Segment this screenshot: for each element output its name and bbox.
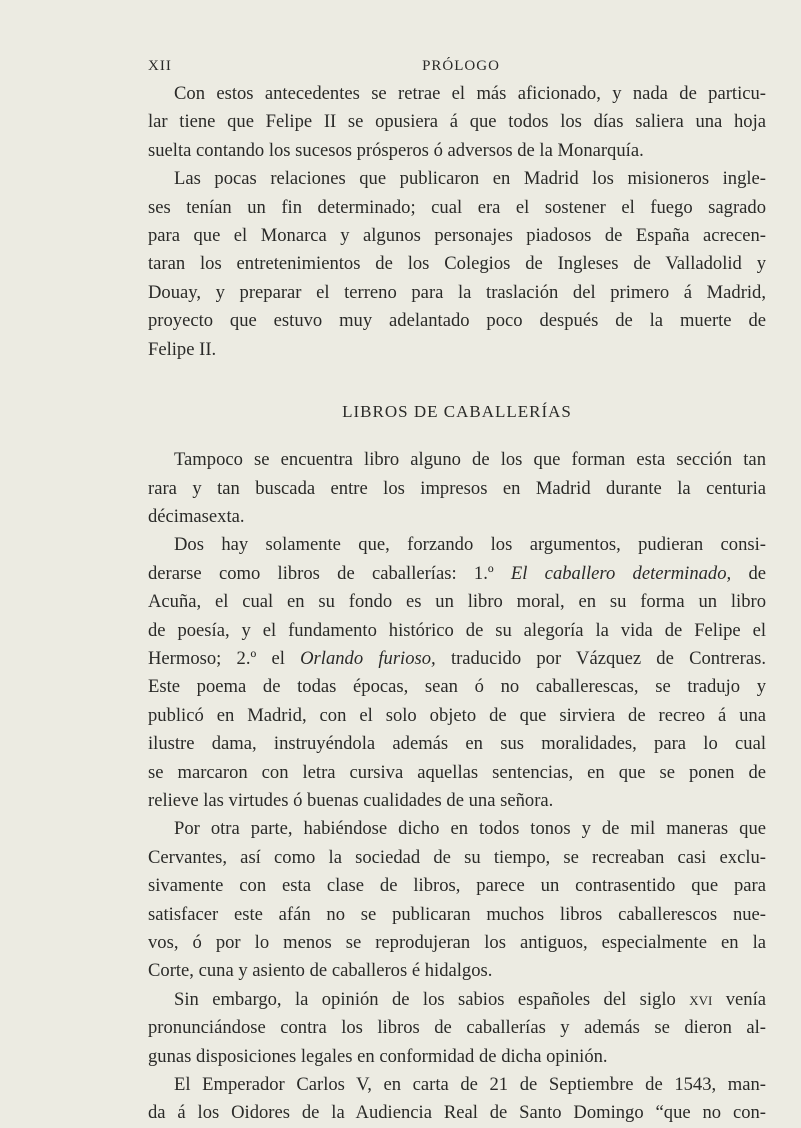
text-line: ses tenían un fin determinado; cual era el sostener el fuego sagrado — [148, 196, 766, 218]
text-line: Cervantes, así como la sociedad de su tiempo, se recreaban casi exclu- — [148, 846, 766, 868]
text-line: Por otra parte, habiéndose dicho en todos tonos y de mil maneras que — [174, 818, 766, 840]
text-line: Douay, y preparar el terreno para la traslación del primero á Madrid, — [148, 281, 766, 303]
page-number: XII — [148, 58, 172, 74]
running-title: PRÓLOGO — [422, 58, 500, 74]
text-segment: Hermoso; 2.º el — [148, 648, 301, 670]
text-line: da á los Oidores de la Audiencia Real de Santo Domingo “que no con- — [148, 1102, 766, 1124]
text-line: Dos hay solamente que, forzando los argumentos, pudieran consi- — [174, 534, 766, 556]
century-numeral: xvi — [689, 988, 713, 1010]
text-line: lar tiene que Felipe II se opusiera á que todos los días saliera una hoja — [148, 111, 766, 133]
text-line: ilustre dama, instruyéndola además en sus moralidades, para lo cual — [148, 733, 766, 755]
book-title-el-caballero: El caballero determinado, — [510, 562, 732, 584]
text-line: satisfacer este afán no se publicaran muchos libros caballerescos nue- — [148, 903, 766, 925]
text-line: relieve las virtudes ó buenas cualidades de una señora. — [148, 789, 554, 811]
text-line: publicó en Madrid, con el solo objeto de que sirviera de recreo á una — [148, 704, 766, 726]
text-line: Felipe II. — [148, 338, 217, 360]
text-line: décimasexta. — [148, 506, 245, 528]
text-line: Tampoco se encuentra libro alguno de los que forman esta sección tan — [174, 449, 766, 471]
text-line: se marcaron con letra cursiva aquellas sentencias, en que se ponen de — [148, 761, 766, 783]
text-segment: Sin embargo, la opinión de los sabios españoles del siglo — [174, 988, 690, 1010]
text-line: El Emperador Carlos V, en carta de 21 de Septiembre de 1543, man- — [174, 1073, 766, 1095]
text-line: Este poema de todas épocas, sean ó no caballerescas, se tradujo y — [148, 676, 766, 698]
text-line: Las pocas relaciones que publicaron en Madrid los misioneros ingle- — [174, 168, 766, 190]
text-line: sivamente con esta clase de libros, parece un contrasentido que para — [148, 875, 766, 897]
text-line: suelta contando los sucesos prósperos ó adversos de la Monarquía. — [148, 139, 644, 161]
text-segment: de — [731, 562, 766, 584]
text-segment: venía — [712, 988, 766, 1010]
text-line: Con estos antecedentes se retrae el más aficionado, y nada de particu- — [174, 83, 766, 104]
text-line — [148, 986, 766, 1014]
text-line: pronunciándose contra los libros de caballerías y además se dieron al- — [148, 1017, 766, 1039]
text-line: vos, ó por lo menos se reprodujeran los antiguos, especialmente en la — [148, 931, 766, 953]
text-line — [148, 560, 766, 588]
text-line: proyecto que estuvo muy adelantado poco después de la muerte de — [148, 310, 766, 332]
section-heading: LIBROS DE CABALLERÍAS — [342, 401, 572, 421]
text-line: Corte, cuna y asiento de caballeros é hidalgos. — [148, 960, 493, 982]
text-line — [148, 645, 766, 673]
text-segment: derarse como libros de caballerías: 1.º — [148, 562, 511, 584]
text-line: taran los entretenimientos de los Colegios de Ingleses de Valladolid y — [148, 253, 766, 275]
text-line: gunas disposiciones legales en conformidad de dicha opinión. — [148, 1045, 608, 1067]
text-line: rara y tan buscada entre los impresos en Madrid durante la centuria — [148, 477, 766, 499]
text-line: Acuña, el cual en su fondo es un libro moral, en su forma un libro — [148, 591, 766, 613]
text-segment: traducido por Vázquez de Contreras. — [435, 648, 767, 670]
text-line: para que el Monarca y algunos personajes piadosos de España acrecen- — [148, 224, 766, 246]
text-line: de poesía, y el fundamento histórico de su alegoría la vida de Felipe el — [148, 619, 766, 641]
body-text — [148, 80, 766, 1128]
book-title-orlando: Orlando furioso, — [300, 648, 436, 670]
